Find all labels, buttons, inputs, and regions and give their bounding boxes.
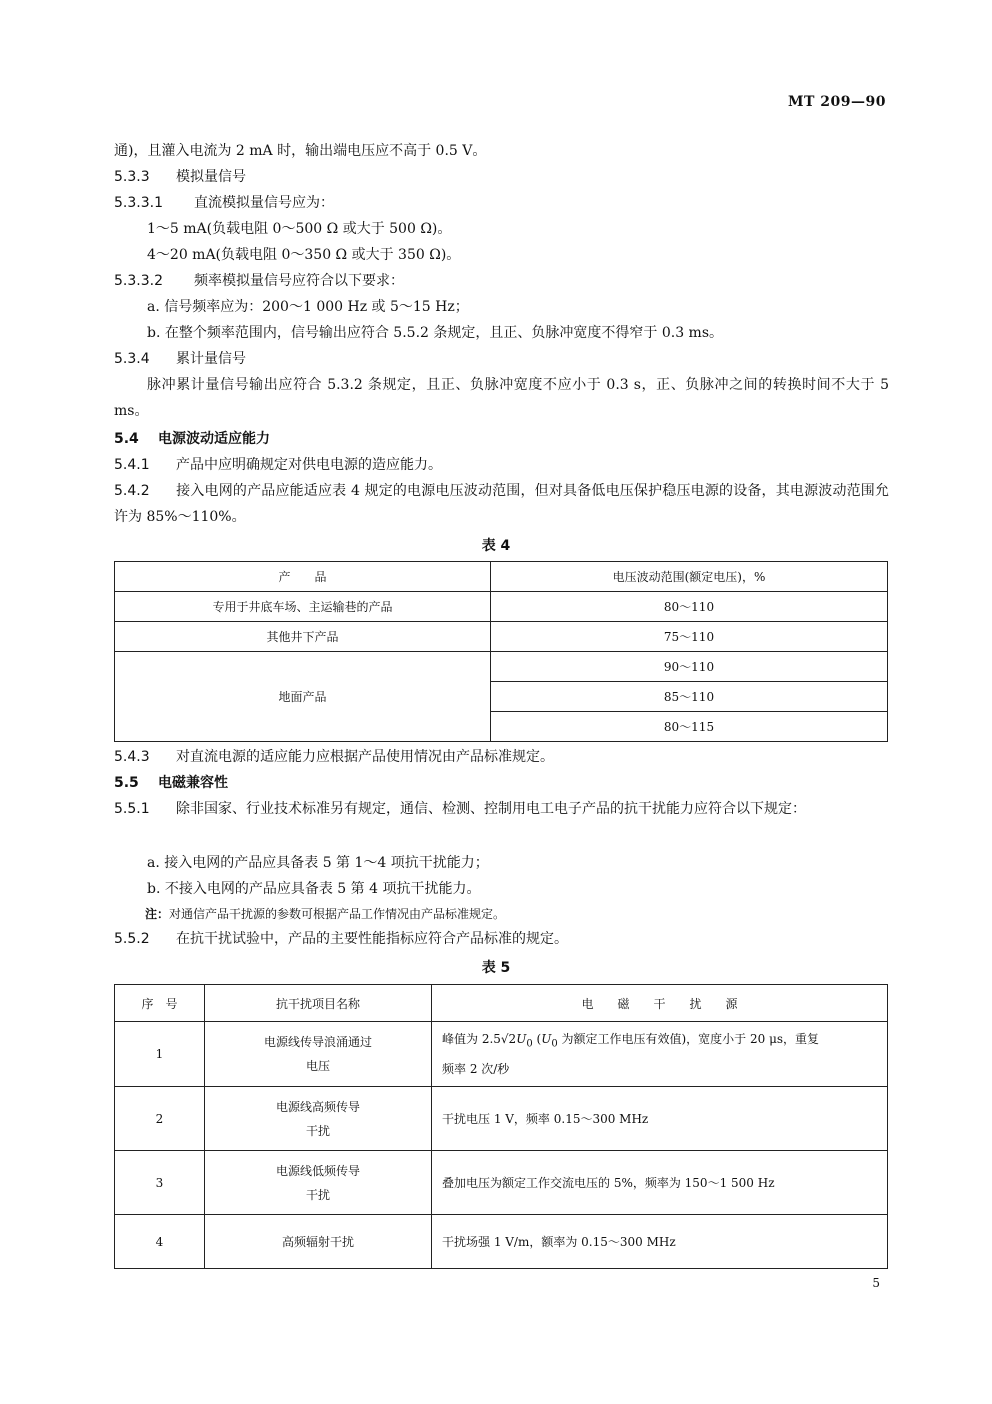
section-title: 累计量信号 [176,351,246,367]
table-row [115,1022,888,1087]
item-name [205,1087,432,1151]
section-5-3-3 [114,167,889,187]
table-header: 抗干扰项目名称 [205,985,432,1022]
section-5-4-3 [114,747,889,767]
voltage-symbol: U [541,1032,552,1047]
disturbance-source: 干扰场强 1 V/m，额率为 0.15～300 MHz [432,1215,888,1269]
section-number: 5.5.2 [114,931,150,947]
section-number: 5.5.1 [114,801,150,817]
row-number: 4 [115,1215,205,1269]
section-5-3-4 [114,349,889,369]
range-cell: 80～110 [491,592,888,622]
source-text: ( [532,1032,542,1047]
table-row [115,1087,888,1151]
disturbance-source: 叠加电压为额定工作交流电压的 5%，频率为 150～1 500 Hz [432,1151,888,1215]
item-name-line: 电源线高频传导 [275,1099,360,1114]
section-number: 5.5 [114,775,139,791]
row-number: 1 [115,1022,205,1087]
immunity-item-b: b. 不接入电网的产品应具备表 5 第 4 项抗干扰能力。 [147,881,481,897]
source-line [442,1027,887,1056]
immunity-item-a: a. 接入电网的产品应具备表 5 第 1～4 项抗干扰能力； [147,855,489,871]
item-name-line: 电源线低频传导 [275,1163,360,1178]
item-name-line: 干扰 [305,1123,330,1138]
note [145,904,920,924]
voltage-symbol: U [516,1032,527,1047]
table-header: 序 号 [115,985,205,1022]
section-text: 对直流电源的适应能力应根据产品使用情况由产品标准规定。 [176,749,554,765]
table-row [115,622,888,652]
section-number: 5.4.3 [114,749,150,765]
note-text: 对通信产品干扰源的参数可根据产品工作情况由产品标准规定。 [169,907,506,921]
section-text: 直流模拟量信号应为： [194,195,334,211]
section-5-4 [114,429,889,449]
source-text: 峰值为 2.5 [442,1032,501,1047]
freq-item-a: a. 信号频率应为：200～1 000 Hz 或 5～15 Hz； [147,299,469,315]
table-row [115,592,888,622]
section-title: 电源波动适应能力 [158,431,270,447]
section-number: 5.3.4 [114,351,150,367]
row-number: 2 [115,1087,205,1151]
item-name-line: 电源线传导浪涌通过 [263,1035,372,1049]
disturbance-source: 干扰电压 1 V，频率 0.15～300 MHz [432,1087,888,1151]
section-5-5 [114,773,889,793]
section-text: 除非国家、行业技术标准另有规定，通信、检测、控制用电工电子产品的抗干扰能力应符合以下规定： [176,801,806,817]
sqrt-symbol: √2 [500,1032,517,1047]
paragraph-continuation: 通)，且灌入电流为 2 mA 时，输出端电压应不高于 0.5 V。 [114,143,487,159]
section-text: 频率模拟量信号应符合以下要求： [194,273,404,289]
note-label: 注： [145,907,170,921]
subscript: 0 [551,1038,558,1050]
table-4 [114,561,888,742]
section-5-5-2 [114,929,889,949]
section-number: 5.4 [114,431,139,447]
section-text: 产品中应明确规定对供电电源的造应能力。 [176,457,442,473]
item-name-line: 电压 [305,1059,330,1073]
section-number: 5.3.3 [114,169,150,185]
section-number: 5.3.3.2 [114,273,163,289]
freq-item-b: b. 在整个频率范围内，信号输出应符合 5.5.2 条规定，且正、负脉冲宽度不得窄于 0.3 ms。 [147,325,724,341]
table-row [115,1151,888,1215]
section-title: 电磁兼容性 [158,775,228,791]
section-number: 5.3.3.1 [114,195,163,211]
document-id: MT 209—90 [788,94,886,110]
section-title: 模拟量信号 [176,169,246,185]
source-line: 频率 2 次/秒 [442,1061,510,1076]
range-cell: 85～110 [491,682,888,712]
product-cell: 专用于井底车场、主运输巷的产品 [115,592,491,622]
table-header: 产 品 [115,562,491,592]
item-name-line: 干扰 [305,1187,330,1202]
disturbance-source [432,1022,888,1087]
item-name [205,1151,432,1215]
table-5-caption: 表 5 [481,960,511,976]
product-cell: 其他井下产品 [115,622,491,652]
section-5-3-3-1 [114,193,889,213]
page-number: 5 [872,1276,880,1290]
section-text: 在抗干扰试验中，产品的主要性能指标应符合产品标准的规定。 [176,931,568,947]
table-header: 电压波动范围(额定电压)，% [491,562,888,592]
row-number: 3 [115,1151,205,1215]
table-row [115,652,888,682]
section-5-3-4-text: 脉冲累计量信号输出应符合 5.3.2 条规定，且正、负脉冲宽度不应小于 0.3 s，正、负脉冲之间的转换时间不大于 5 ms。 [114,377,889,419]
subscript: 0 [526,1038,533,1050]
table-row [115,1215,888,1269]
dc-signal-item-2: 4～20 mA(负载电阻 0～350 Ω 或大于 350 Ω)。 [147,247,461,263]
section-5-5-1 [114,796,889,822]
section-number: 5.4.1 [114,457,150,473]
source-text: 为额定工作电压有效值)，宽度小于 20 μs，重复 [557,1032,820,1047]
table-4-caption: 表 4 [481,538,511,554]
section-5-4-1 [114,455,889,475]
range-cell: 75～110 [491,622,888,652]
item-name [205,1022,432,1087]
range-cell: 80～115 [491,712,888,742]
range-cell: 90～110 [491,652,888,682]
item-name: 高频辐射干扰 [205,1215,432,1269]
table-header: 电 磁 干 扰 源 [432,985,888,1022]
table-5 [114,984,888,1269]
section-text: 接入电网的产品应能适应表 4 规定的电源电压波动范围，但对具备低电压保护稳压电源的设备，其电源波动范围允许为 85%～110%。 [114,483,889,525]
section-number: 5.4.2 [114,483,150,499]
dc-signal-item-1: 1～5 mA(负载电阻 0～500 Ω 或大于 500 Ω)。 [147,221,452,237]
product-cell: 地面产品 [115,652,491,742]
section-5-4-2 [114,478,889,530]
section-5-3-3-2 [114,271,889,291]
